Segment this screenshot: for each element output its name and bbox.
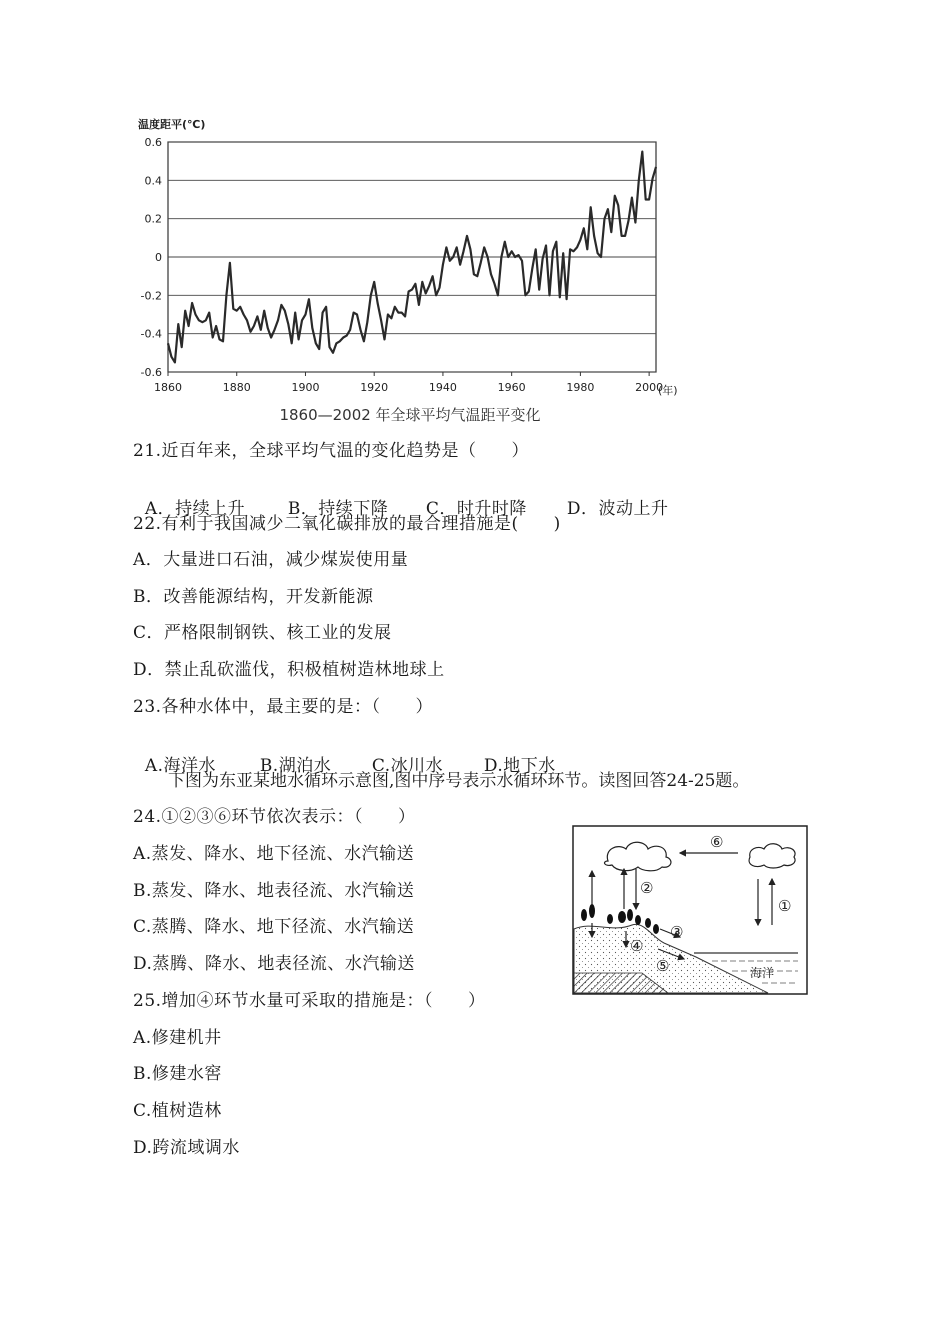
q21-option-b[interactable]: B．持续下降	[287, 499, 389, 519]
q23-option-c[interactable]: C.冰川水	[371, 756, 444, 776]
water-cycle-diagram	[572, 825, 808, 995]
label-5: ⑤	[656, 957, 670, 975]
q25-option-c[interactable]: C.植树造林	[133, 1101, 222, 1121]
x-tick-label: 1980	[566, 381, 595, 394]
x-axis-label: (年)	[658, 384, 678, 397]
q21-stem: 21.近百年来，全球平均气温的变化趋势是（ ）	[133, 441, 530, 461]
y-tick-label: -0.4	[140, 327, 162, 341]
x-tick-label: 2000	[635, 381, 664, 394]
q22-stem: 22.有利于我国减少二氧化碳排放的最合理措施是( )	[133, 514, 561, 534]
q24-stem: 24.①②③⑥环节依次表示：（ ）	[133, 807, 416, 827]
q24-option-a[interactable]: A.蒸发、降水、地下径流、水汽输送	[133, 844, 415, 864]
label-2: ②	[640, 879, 654, 897]
y-axis-label: 温度距平(℃)	[138, 118, 206, 131]
y-tick-label: 0.4	[144, 174, 162, 188]
x-tick-label: 1880	[222, 381, 251, 394]
q25-stem: 25.增加④环节水量可采取的措施是：（ ）	[133, 991, 486, 1011]
q24-option-d[interactable]: D.蒸腾、降水、地表径流、水汽输送	[133, 954, 415, 974]
label-4: ④	[630, 937, 644, 955]
q22-option-b[interactable]: B．改善能源结构，开发新能源	[133, 587, 374, 607]
cloud-icon	[749, 844, 795, 868]
q21-option-c[interactable]: C．时升时降	[425, 499, 527, 519]
q23-option-d[interactable]: D.地下水	[483, 756, 556, 776]
x-tick-labels	[154, 372, 663, 394]
x-tick-label: 1920	[360, 381, 389, 394]
q22-option-d[interactable]: D．禁止乱砍滥伐，积极植树造林地球上	[133, 660, 445, 680]
x-tick-label: 1860	[154, 381, 182, 394]
q21-option-a[interactable]: A．持续上升	[144, 499, 246, 519]
label-6: ⑥	[710, 833, 724, 851]
y-tick-label: -0.6	[140, 366, 162, 379]
grid-lines	[168, 142, 656, 372]
q23-stem: 23.各种水体中，最主要的是：（ ）	[133, 697, 434, 717]
q22-option-c[interactable]: C．严格限制钢铁、核工业的发展	[133, 623, 392, 643]
y-tick-label: 0	[155, 251, 162, 264]
y-tick-labels	[141, 136, 162, 379]
q24-option-b[interactable]: B.蒸发、降水、地表径流、水汽输送	[133, 881, 415, 901]
q24-option-c[interactable]: C.蒸腾、降水、地下径流、水汽输送	[133, 917, 415, 937]
temperature-anomaly-chart	[130, 112, 690, 424]
y-tick-label: 0.6	[144, 136, 162, 149]
x-tick-label: 1900	[291, 381, 320, 394]
q21-option-d[interactable]: D．波动上升	[566, 499, 669, 519]
q23-option-a[interactable]: A.海洋水	[144, 756, 216, 776]
x-tick-label: 1960	[497, 381, 526, 394]
q22-option-a[interactable]: A．大量进口石油，减少煤炭使用量	[133, 550, 409, 570]
label-3: ③	[670, 923, 684, 941]
section-intro: 下图为东亚某地水循环示意图,图中序号表示水循环环节。读图回答24-25题。	[168, 771, 750, 791]
q25-option-a[interactable]: A.修建机井	[133, 1028, 222, 1048]
y-tick-label: -0.2	[140, 289, 162, 303]
q25-option-d[interactable]: D.跨流域调水	[133, 1138, 240, 1158]
ocean-label: 海洋	[750, 966, 775, 980]
chart-title: 1860—2002 年全球平均气温距平变化	[279, 406, 541, 424]
q23-option-b[interactable]: B.湖泊水	[259, 756, 332, 776]
label-1: ①	[778, 897, 792, 915]
q25-option-b[interactable]: B.修建水窖	[133, 1064, 222, 1084]
y-tick-label: 0.2	[144, 212, 162, 226]
x-tick-label: 1940	[428, 381, 457, 394]
